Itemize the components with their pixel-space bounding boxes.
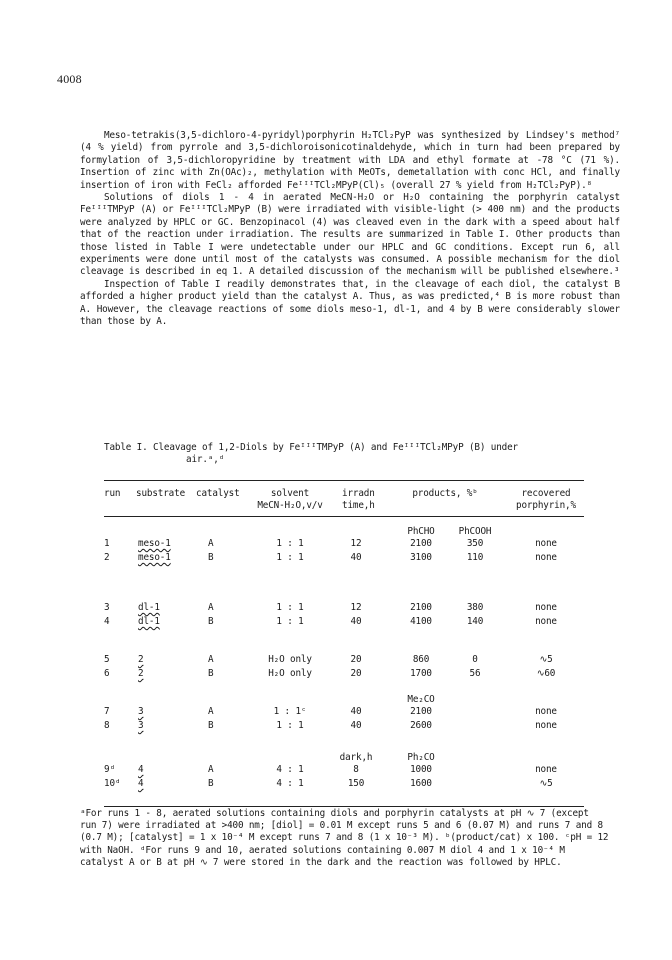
cell-solvent: 1 : 1 — [276, 616, 304, 627]
cell-catalyst: B — [208, 616, 214, 627]
cell-substrate: meso-1 — [138, 552, 171, 563]
header-substrate: substrate — [136, 488, 186, 499]
cell-substrate: 2 — [138, 668, 144, 679]
product-label: Ph₂CO — [407, 752, 435, 763]
cell-substrate: dl-1 — [138, 616, 160, 627]
cell-run: 1 — [104, 538, 110, 549]
cell-time: 8 — [353, 764, 359, 775]
cell-solvent: 1 : 1 — [276, 602, 304, 613]
cell-time: 20 — [350, 654, 362, 665]
cell-solvent: H₂O only — [268, 654, 312, 665]
cell-p2: 56 — [469, 668, 481, 679]
cell-catalyst: A — [208, 602, 214, 613]
cell-p1: 1600 — [410, 778, 432, 789]
cell-p2: 110 — [466, 552, 484, 563]
product-label: PhCOOH — [458, 526, 492, 537]
cell-catalyst: B — [208, 552, 214, 563]
cell-p1: 2600 — [410, 720, 432, 731]
cell-solvent: 1 : 1 — [276, 720, 304, 731]
cell-p1: 4100 — [410, 616, 432, 627]
cell-recovered: none — [535, 706, 557, 717]
table-bottom-rule — [104, 806, 584, 807]
cell-run: 7 — [104, 706, 110, 717]
cell-recovered: ∿5 — [539, 778, 553, 789]
header-recovered-sub: porphyrin,% — [516, 500, 576, 511]
cell-catalyst: B — [208, 668, 214, 679]
cell-catalyst: B — [208, 778, 214, 789]
cell-recovered: none — [535, 720, 557, 731]
cell-p2: 140 — [466, 616, 484, 627]
table-footnotes: ᵃFor runs 1 - 8, aerated solutions containing diols and porphyrin catalysts at pH ∿ 7 (except run 7) were irradiated at >400 nm; [diol] = 0.01 M except runs 5 and 6 (0.07 M) and runs 7 and 8 (0.7 M); [catalyst] = 1 x 10⁻⁴ M except runs 7 and 8 (1 x 10⁻³ M). ᵇ(product/cat) x 100. ᶜpH = 12 with NaOH. ᵈFor runs 9 and 10, aerated solutions containing 0.007 M diol 4 and 1 x 10⁻⁴ M catalyst A or B at pH ∿ 7 were stored in the dark and the reaction was followed by HPLC. — [80, 808, 609, 868]
cell-substrate: dl-1 — [138, 602, 160, 613]
cell-p2: 380 — [466, 602, 484, 613]
table-1 — [80, 442, 590, 789]
header-irradn: irradn — [342, 488, 375, 499]
cell-catalyst: B — [208, 720, 214, 731]
cell-solvent: 1 : 1 — [276, 538, 304, 549]
paragraph-experiments: Solutions of diols 1 - 4 in aerated MeCN-H₂O or H₂O containing the porphyrin catalyst FeᴵᴵᴵTMPyP (A) or FeᴵᴵᴵTCl₂MPyP (B) were irradiated with visible-light (> 400 nm) and the products were analyzed by HPLC or GC. Benzopinacol (4) was cleaved even in the dark with a speed about half that of the reaction under irradiation. The results are summarized in Table I. Other products than those listed in Table I were undetectable under our HPLC and GC conditions. Except run 6, all experiments were done until most of the catalysts was consumed. A possible mechanism for the diol cleavage is described in eq 1. A detailed discussion of the mechanism will be published elsewhere.³ — [80, 192, 620, 278]
cell-solvent: H₂O only — [268, 668, 312, 679]
cell-p1: 2100 — [410, 602, 432, 613]
cell-p2: 0 — [472, 654, 478, 665]
cell-substrate: 4 — [138, 764, 144, 775]
cell-substrate: 4 — [138, 778, 144, 789]
cell-time: 40 — [350, 720, 362, 731]
cell-run: 3 — [104, 602, 110, 613]
header-irradn-sub: time,h — [342, 500, 375, 511]
cell-substrate: 3 — [138, 706, 144, 717]
table-caption — [104, 442, 574, 467]
cell-time: 40 — [350, 552, 362, 563]
cell-recovered: none — [535, 602, 557, 613]
time-label: dark,h — [339, 752, 373, 763]
table-caption-line2: air.ᵃ,ᵈ — [186, 454, 225, 466]
cell-recovered: none — [535, 538, 557, 549]
cell-time: 40 — [350, 616, 362, 627]
cell-time: 12 — [350, 602, 362, 613]
table-top-rule — [104, 480, 584, 481]
table-caption-line1: Table I. Cleavage of 1,2-Diols by FeᴵᴵᴵTMPyP (A) and FeᴵᴵᴵTCl₂MPyP (B) under — [104, 442, 518, 453]
cell-time: 20 — [350, 668, 362, 679]
cell-catalyst: A — [208, 538, 214, 549]
cell-run: 2 — [104, 552, 110, 563]
paragraph-inspection: Inspection of Table I readily demonstrates that, in the cleavage of each diol, the catalyst B afforded a higher product yield than the catalyst A. Thus, as was predicted,⁴ B is more robust than A. However, the cleavage reactions of some diols meso-1, dl-1, and 4 by B were considerably slower than those by A. — [80, 278, 620, 328]
page-number: 4008 — [57, 72, 82, 86]
cell-recovered: none — [535, 616, 557, 627]
cell-run: 8 — [104, 720, 110, 731]
cell-p1: 1000 — [410, 764, 432, 775]
product-label: PhCHO — [407, 526, 435, 537]
cell-p1: 2100 — [410, 538, 432, 549]
cell-p1: 860 — [412, 654, 430, 665]
cell-solvent: 1 : 1 — [276, 552, 304, 563]
cell-recovered: none — [535, 764, 557, 775]
cell-run: 4 — [104, 616, 110, 627]
header-products: products, %ᵇ — [412, 488, 478, 499]
cell-run: 10ᵈ — [104, 778, 121, 789]
cell-solvent: 1 : 1ᶜ — [273, 706, 307, 717]
header-solvent-sub: MeCN-H₂O,v/v — [257, 500, 323, 511]
cell-catalyst: A — [208, 764, 214, 775]
header-run: run — [104, 488, 121, 499]
cell-substrate: 2 — [138, 654, 144, 665]
cell-solvent: 4 : 1 — [276, 764, 304, 775]
product-label: Me₂CO — [407, 694, 435, 705]
cell-solvent: 4 : 1 — [276, 778, 304, 789]
cell-time: 40 — [350, 706, 362, 717]
cell-p1: 2100 — [410, 706, 432, 717]
body-text — [80, 130, 620, 329]
cell-run: 9ᵈ — [104, 764, 115, 775]
header-catalyst: catalyst — [196, 488, 240, 499]
cell-run: 5 — [104, 654, 110, 665]
cell-p1: 3100 — [410, 552, 432, 563]
cell-substrate: 3 — [138, 720, 144, 731]
cell-time: 12 — [350, 538, 362, 549]
cell-catalyst: A — [208, 706, 214, 717]
cell-catalyst: A — [208, 654, 214, 665]
cell-run: 6 — [104, 668, 110, 679]
cell-p1: 1700 — [410, 668, 432, 679]
cell-recovered: none — [535, 552, 557, 563]
cell-p2: 350 — [466, 538, 484, 549]
cell-recovered: ∿5 — [539, 654, 553, 665]
paragraph-synthesis: Meso-tetrakis(3,5-dichloro-4-pyridyl)porphyrin H₂TCl₂PyP was synthesized by Lindsey's method⁷ (4 % yield) from pyrrole and 3,5-dichloroisonicotinaldehyde, which in turn had been prepared by formylation of 3,5-dichloropyridine by treatment with LDA and ethyl formate at -78 °C (71 %). Insertion of zinc with Zn(OAc)₂, methylation with MeOTs, demetallation with conc HCl, and finally insertion of iron with FeCl₂ afforded FeᴵᴵᴵTCl₂MPyP(Cl)₅ (overall 27 % yield from H₂TCl₂PyP).⁸ — [80, 130, 620, 191]
header-recovered: recovered — [521, 488, 571, 499]
cell-time: 150 — [347, 778, 365, 789]
cell-recovered: ∿60 — [536, 668, 556, 679]
header-solvent: solvent — [270, 488, 310, 499]
table-header-rule — [104, 516, 584, 517]
cell-substrate: meso-1 — [138, 538, 171, 549]
